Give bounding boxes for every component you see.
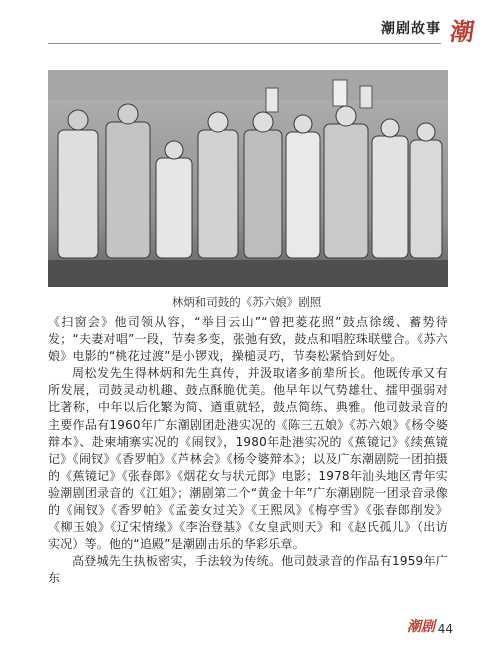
paragraph: 周松发先生得林炳和先生真传，并汲取诸多前辈所长。他既传承又有所发展，司鼓灵动机趣、鼓点酥脆优美。他早年以气势雄壮、擂甲强弱对比著称，中年以后化繁为简、遒重就轻，鼓点简练、典雅。他司鼓录音的主要作品有1960年广东潮剧团赴港实况的《陈三五娘》《苏六娘》《杨令婆辩本》、赴柬埔寨实况的《闹钗》，1980年赴港实况的《蕉镜记》《续蕉镜记》《闹钗》《香罗帕》《芦林会》《杨令婆辩本》；以及广东潮剧院一团拍摄的《蕉镜记》《张春郎》《烟花女与状元郎》电影；1978年汕头地区青年实验潮剧团录音的《江姐》；潮剧第二个“黄金十年”广东潮剧院一团录音录像的《闹钗》《香罗帕》《孟姜女过关》《王熙凤》《梅亭雪》《张春郎削发》《柳玉娘》《辽宋情缘》《李治登基》《女皇武则天》和《赵氏孤儿》（出访实况）等。他的“追殿”是潮剧击乐的华彩乐章。 [48,366,448,552]
paragraph: 《扫窗会》他司领从容，“举目云山”“曾把菱花照”鼓点徐缓、蓄势待发；“夫妻对唱”一段，节奏多变，张弛有致，鼓点和唱腔珠联璧合。《苏六娘》电影的“桃花过渡”是小锣戏，操槌灵巧，节奏松紧恰到好处。 [48,315,448,364]
section-logo-mark: 潮 [448,17,477,46]
stage-photo [48,70,448,287]
photo-caption: 林炳和司鼓的《苏六娘》剧照 [171,295,322,309]
paragraph: 高登城先生执板密实，手法较为传统。他司鼓录音的作品有1959年广东 [48,554,448,586]
header-divider [48,43,441,44]
magazine-logo: 潮剧 [407,619,435,635]
section-title: 潮剧故事 [381,21,441,37]
stage-photo-image [48,70,448,287]
page-number: 44 [437,622,453,636]
article-body [48,314,448,588]
page-header [0,0,493,48]
